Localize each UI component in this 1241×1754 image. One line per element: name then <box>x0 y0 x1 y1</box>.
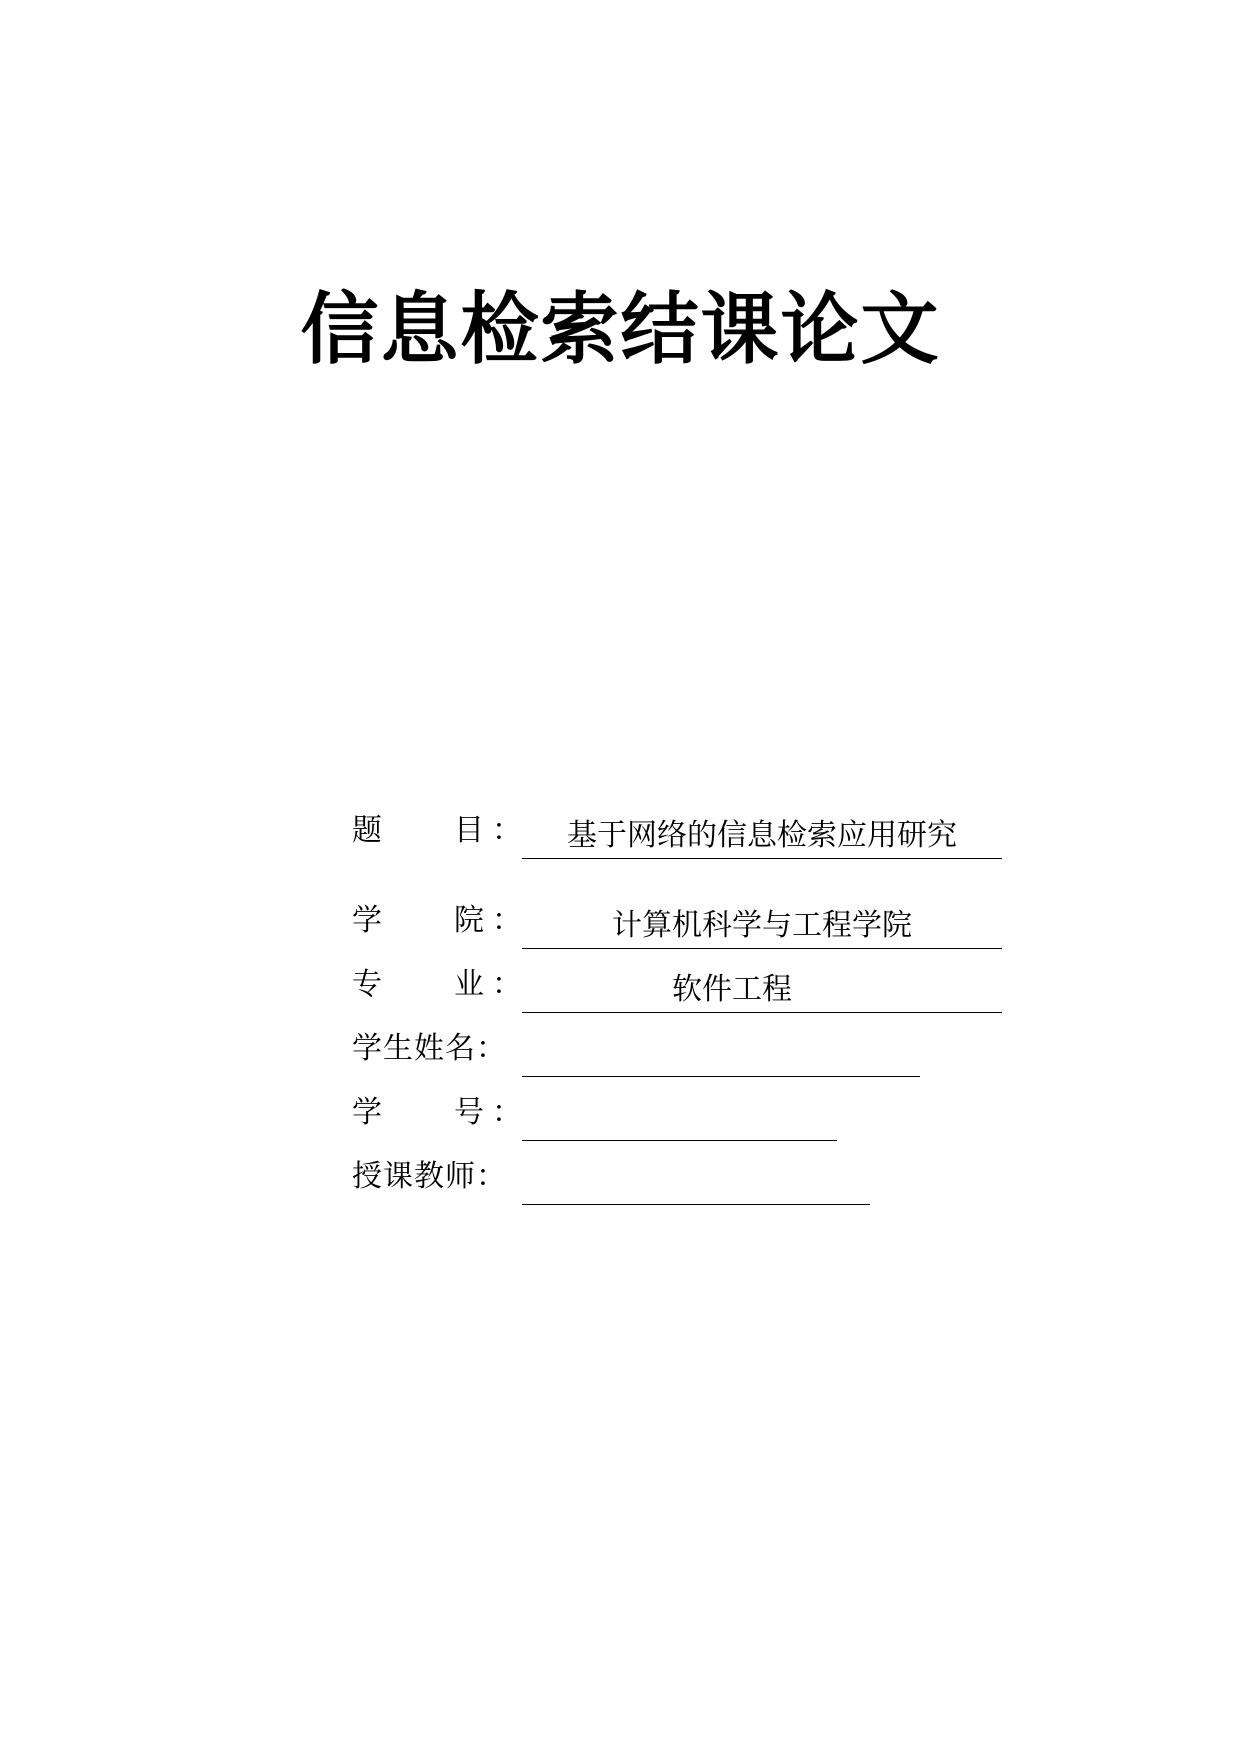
label-char: 学 <box>352 903 382 938</box>
label-colon: ： <box>476 1159 506 1194</box>
field-value-student-name <box>522 1032 920 1077</box>
label-char: 院 <box>454 903 484 938</box>
label-text: 学生姓名 <box>352 1031 476 1066</box>
label-char: 业 <box>454 967 484 1002</box>
field-value-major: 软件工程 <box>522 968 1002 1013</box>
field-label <box>352 1091 522 1135</box>
label-char: 学 <box>352 1095 382 1130</box>
label-char: 专 <box>352 967 382 1002</box>
field-label <box>352 899 522 943</box>
label-char: 目 <box>454 813 484 848</box>
field-student-name <box>352 1023 920 1071</box>
field-label <box>352 809 522 853</box>
label-colon: ： <box>492 967 522 1002</box>
field-student-id <box>352 1087 837 1135</box>
field-label <box>352 1027 522 1071</box>
field-value-student-id <box>522 1096 837 1141</box>
field-value-college: 计算机科学与工程学院 <box>522 904 1002 949</box>
label-colon: ： <box>476 1031 506 1066</box>
label-colon: ： <box>492 813 522 848</box>
field-major <box>352 959 1002 1007</box>
label-colon: ： <box>492 903 522 938</box>
field-college <box>352 895 1002 943</box>
field-label <box>352 1155 522 1199</box>
field-value-instructor <box>522 1160 870 1205</box>
field-topic <box>352 805 1002 853</box>
document-title: 信息检索结课论文 <box>300 285 941 375</box>
field-value-topic: 基于网络的信息检索应用研究 <box>522 814 1002 859</box>
field-label <box>352 963 522 1007</box>
label-char: 题 <box>352 813 382 848</box>
label-colon: ： <box>492 1095 522 1130</box>
label-char: 号 <box>454 1095 484 1130</box>
label-text: 授课教师 <box>352 1159 476 1194</box>
field-instructor <box>352 1151 870 1199</box>
